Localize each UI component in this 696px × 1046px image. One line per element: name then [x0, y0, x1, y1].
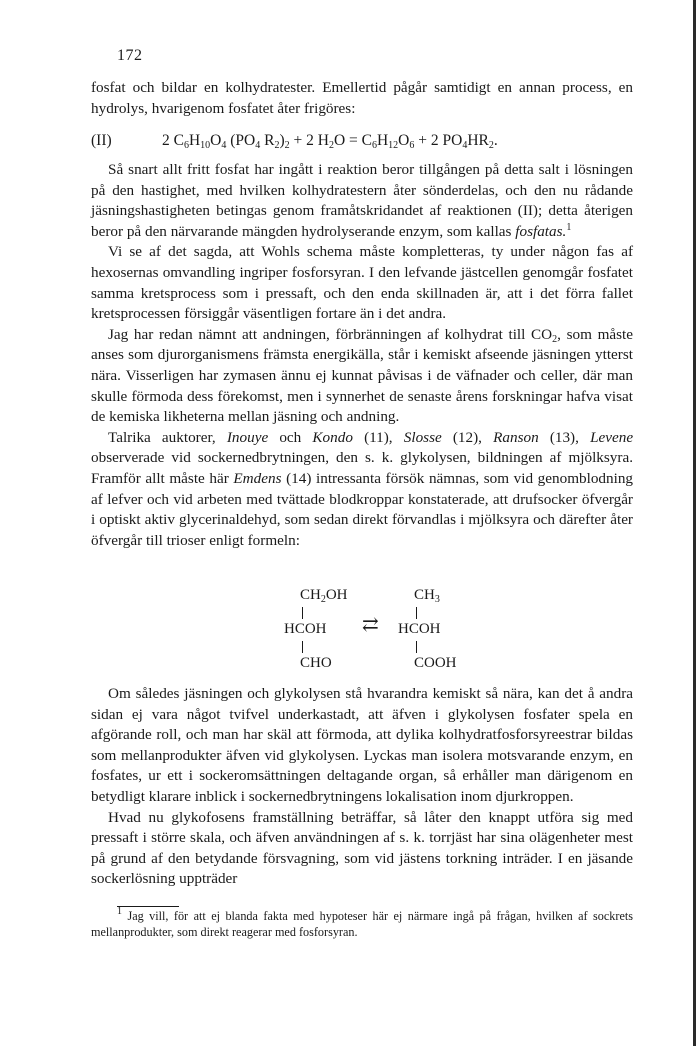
equation-label: (II): [91, 132, 112, 149]
paragraph-3: [91, 325, 633, 428]
paragraph-3-before: Jag har redan nämnt att andningen, förbränningen af kolhydrat till: [108, 325, 526, 343]
footnote-divider: [117, 906, 179, 907]
paragraph-4-text: och: [279, 428, 302, 446]
footnote-marker: 1: [566, 221, 572, 233]
body-text-block-2: [91, 684, 633, 890]
author-slosse: Slosse: [403, 428, 442, 446]
triose-formula: [280, 585, 470, 675]
equation-ii: [91, 131, 633, 153]
equilibrium-arrow-icon: ⇄: [362, 614, 379, 636]
co2-formula: $CO_2$: [531, 325, 558, 345]
paragraph-intro: [91, 78, 633, 119]
paragraph-5: Om således jäsningen och glykolysen stå hvarandra kemiskt så nära, kan det å andra sidan ej vara något tvifvel underkastadt, att äfven i glykolysen fosfater spela en afgörande roll, och man har skäl att förmoda, att dylika kolhydratfosforsyreestrar bildas som mellanprodukter äfven vid glykolysen. Lyckas man isolera motsvarande enzym, en fosfates, ur ett i sockeromsättningen deltagande organ, så erhåller man därigenom en betydligt klarare inblick i sockernedbrytningens lokalisation inom djurkroppen.: [91, 685, 633, 805]
footnote-number: 1: [117, 906, 122, 917]
paragraph-4-text: (14) intressanta försök nämnas, som vid genomblodning af lefver och vid arbeten med tvättade blodkroppar konstaterade, att drufsocker öfvergår i optiskt aktiv glycerinaldehyd, som sedan direkt förvandlas i mjölksyra och därefter åter öfvergår till trioser enligt formeln:: [91, 469, 634, 549]
paragraph-3-after: , som måste anses som djurorganismens främsta energikälla, står i kemiskt afseende jäsningen ytterst nära. Visserligen har zymasen ännu ej kunnat påvisas i de väfnader och celler, där man skulle förmoda dess förekomst, men i synnerhet de senaste årens forskningar hafva visat de kemiska likheterna mellan jäsning och andning.: [91, 325, 633, 426]
formula-bond: [416, 607, 417, 619]
paragraph-1-text: Så snart allt fritt fosfat har ingått i reaktion beror tillgången på detta salt i lösningen på den hastighet, med hvilken kolhydratestern åter sönderdelas, och den nu rådande jäsningshastigheten betingas genom framåtskridandet af reaktionen (II); detta återigen beror på den närvarande mängden hydrolyserande enzym, som kallas: [91, 161, 633, 240]
author-ranson: Ranson: [493, 428, 539, 446]
formula-left-mid: HCOH: [284, 621, 327, 637]
author-emdens: Emdens: [233, 469, 282, 487]
paragraph-4-text: (13),: [549, 428, 579, 446]
formula-left-top: $CH_2OH$: [300, 587, 348, 605]
paragraph-4-text: (12),: [452, 428, 482, 446]
paragraph-4: [91, 428, 633, 552]
formula-bond: [302, 607, 303, 619]
paragraph-4-text: Talrika auktorer,: [108, 428, 216, 446]
author-inouye: Inouye: [226, 428, 269, 446]
body-text-block: [91, 160, 633, 551]
footnote: [91, 908, 633, 940]
formula-right-mid: HCOH: [398, 621, 441, 637]
term-fosfatas: fosfatas.: [515, 222, 567, 240]
paragraph-6: Hvad nu glykofosens framställning beträffar, så låter den knappt utföra sig med pressaft i större skala, och äfven användningen af s. k. torrjäst har sina olägenheter mest på grund af den betydande försvagning, som vid jästens torkning inträder. I en jäsande sockerlösning uppträder: [91, 808, 633, 888]
author-levene: Levene: [590, 428, 634, 446]
formula-bond: [416, 641, 417, 653]
author-kondo: Kondo: [312, 428, 353, 446]
paragraph-intro-text: fosfat och bildar en kolhydratester. Emellertid pågår samtidigt en annan process, en hydrolys, hvarigenom fosfatet åter frigöres:: [91, 79, 633, 117]
formula-left-bot: CHO: [300, 655, 332, 671]
footnote-text-line: [91, 908, 633, 940]
equation-body: 2 $C_6H_{10}O_4$ ($PO_4$ $R_2)_2 + 2$ $H_2O = C_6H_{12}O_6 + 2$ $PO_4HR_2$.: [162, 132, 498, 151]
paragraph-4-text: (11),: [364, 428, 393, 446]
paragraph-2: Vi se af det sagda, att Wohls schema måste kompletteras, ty under någon fas af hexosernas omvandling ingriper fosforsyran. I den lefvande jästcellen genomgår fosfatet samma kretsprocess som i pressaft, och den enda skillnaden är, att i det förra fallet kretsprocessen försiggår väsentligen fortare än i det andra.: [91, 243, 633, 323]
paragraph-1: [91, 160, 633, 242]
page-number: 172: [117, 47, 143, 64]
footnote-text: Jag vill, för att ej blanda fakta med hypoteser här ej närmare ingå på frågan, hvilken af sockrets mellanprodukter, som direkt reagerar med fosforsyran.: [91, 909, 633, 939]
paragraph-4-text: observerade vid sockernedbrytningen, den s. k. glykolysen, bildningen af mjölksyra. Framför allt måste här: [91, 449, 633, 487]
formula-bond: [302, 641, 303, 653]
formula-right-top: $CH_3$: [414, 587, 440, 605]
formula-right-bot: COOH: [414, 655, 457, 671]
